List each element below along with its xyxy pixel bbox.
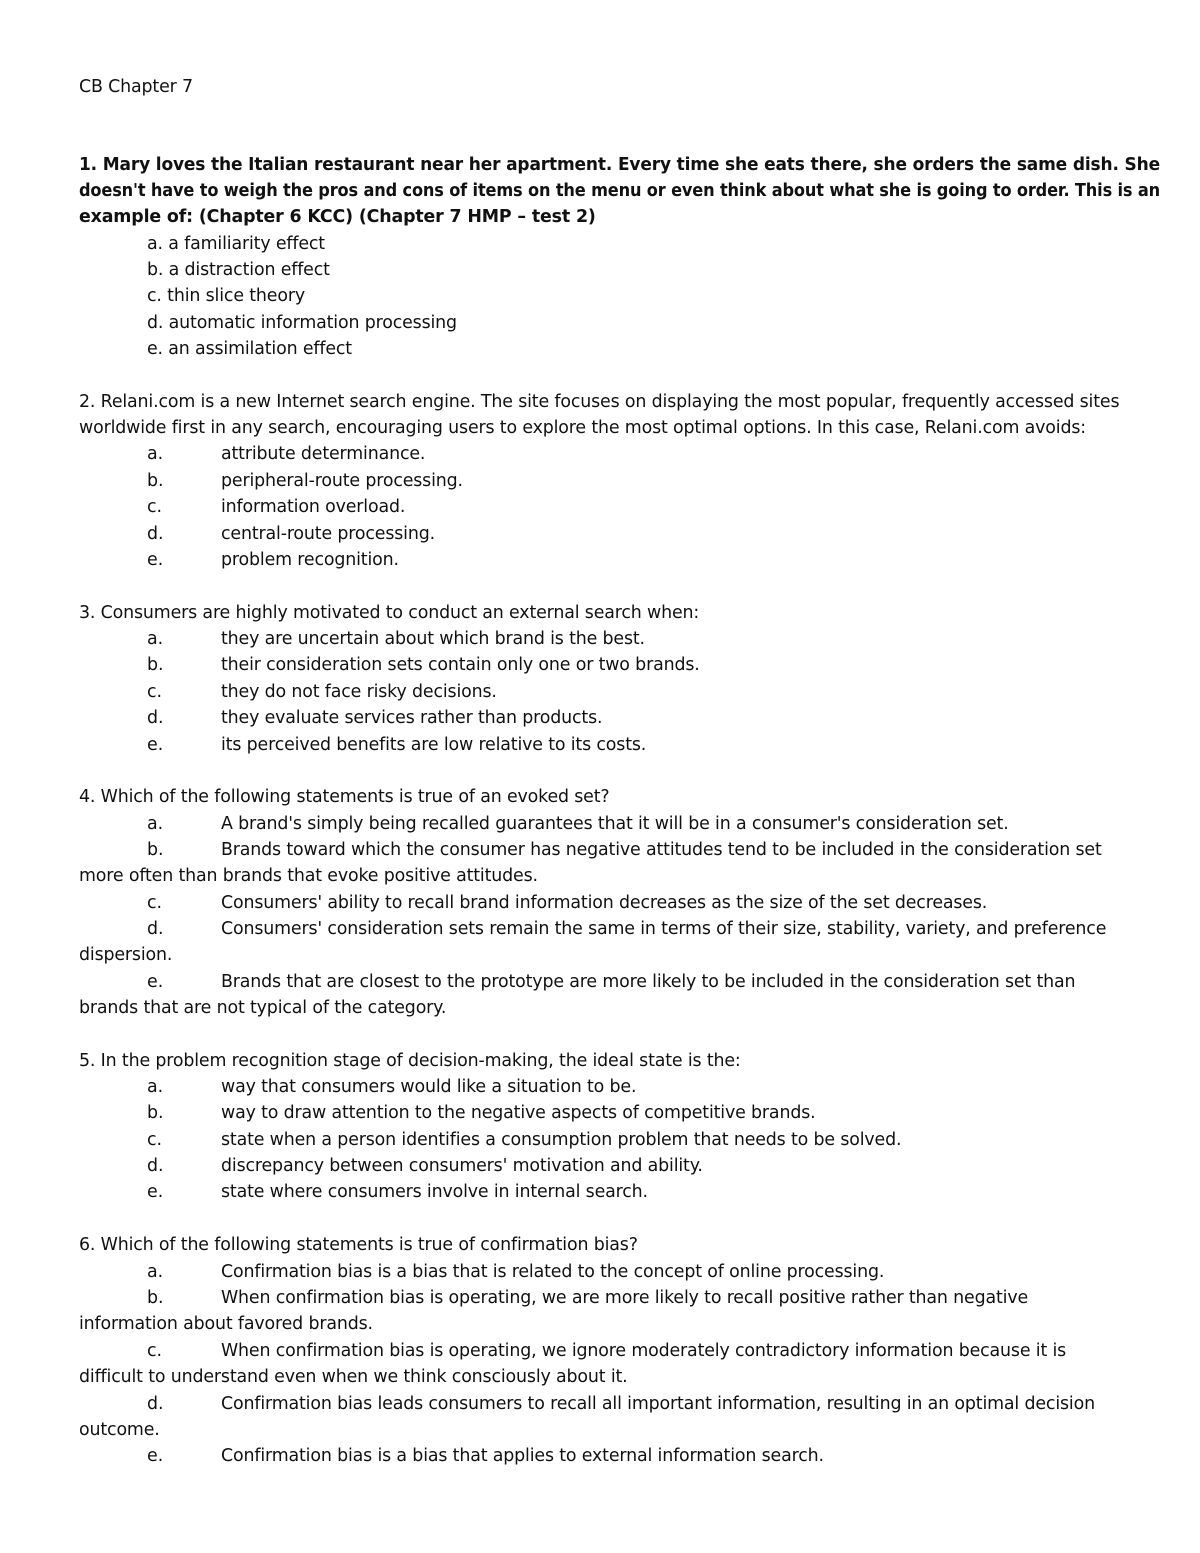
option-letter: c. xyxy=(147,1130,163,1150)
option-letter: d. xyxy=(147,919,164,939)
option-letter: e. xyxy=(147,735,164,755)
answer-option-d-continued: outcome. xyxy=(79,1420,160,1440)
question-stem-line: 5. In the problem recognition stage of decision-making, the ideal state is the: xyxy=(79,1051,741,1071)
answer-option-d: Confirmation bias leads consumers to recall all important information, resulting in an optimal decision xyxy=(221,1394,1095,1414)
answer-option-d-continued: dispersion. xyxy=(79,945,173,965)
option-letter: b. xyxy=(147,1288,164,1308)
answer-option-c-continued: difficult to understand even when we think consciously about it. xyxy=(79,1367,628,1387)
answer-option-e: e. an assimilation effect xyxy=(147,339,352,359)
question-stem-line: doesn't have to weigh the pros and cons of items on the menu or even think about what she is going to order. This is an xyxy=(79,181,1161,201)
answer-option-b: b. a distraction effect xyxy=(147,260,330,280)
answer-option-e: state where consumers involve in internal search. xyxy=(221,1182,648,1202)
option-letter: d. xyxy=(147,524,164,544)
answer-option-a: Confirmation bias is a bias that is related to the concept of online processing. xyxy=(221,1262,885,1282)
answer-option-b-continued: information about favored brands. xyxy=(79,1314,373,1334)
question-stem-line: example of: (Chapter 6 KCC) (Chapter 7 HMP – test 2) xyxy=(79,207,596,227)
option-letter: b. xyxy=(147,471,164,491)
answer-option-d: they evaluate services rather than products. xyxy=(221,708,603,728)
option-letter: a. xyxy=(147,629,164,649)
answer-option-b: Brands toward which the consumer has negative attitudes tend to be included in the consideration set xyxy=(221,840,1102,860)
answer-option-a: they are uncertain about which brand is the best. xyxy=(221,629,645,649)
option-letter: b. xyxy=(147,840,164,860)
option-letter: b. xyxy=(147,655,164,675)
answer-option-d: discrepancy between consumers' motivation and ability. xyxy=(221,1156,703,1176)
option-letter: a. xyxy=(147,444,164,464)
answer-option-c: information overload. xyxy=(221,497,406,517)
answer-option-e: its perceived benefits are low relative to its costs. xyxy=(221,735,647,755)
answer-option-d: Consumers' consideration sets remain the same in terms of their size, stability, variety, and preference xyxy=(221,919,1107,939)
option-letter: d. xyxy=(147,708,164,728)
option-letter: a. xyxy=(147,814,164,834)
option-letter: e. xyxy=(147,550,164,570)
answer-option-e: problem recognition. xyxy=(221,550,399,570)
question-stem-line: 1. Mary loves the Italian restaurant near her apartment. Every time she eats there, she orders the same dish. She xyxy=(79,155,1160,175)
answer-option-c: state when a person identifies a consumption problem that needs to be solved. xyxy=(221,1130,902,1150)
option-letter: e. xyxy=(147,1446,164,1466)
answer-option-a: way that consumers would like a situation to be. xyxy=(221,1077,637,1097)
answer-option-a: attribute determinance. xyxy=(221,444,426,464)
answer-option-b: their consideration sets contain only one or two brands. xyxy=(221,655,700,675)
option-letter: a. xyxy=(147,1262,164,1282)
option-letter: c. xyxy=(147,497,163,517)
option-letter: e. xyxy=(147,972,164,992)
answer-option-a: a. a familiarity effect xyxy=(147,234,325,254)
page-title: CB Chapter 7 xyxy=(79,77,193,97)
answer-option-b-continued: more often than brands that evoke positive attitudes. xyxy=(79,866,538,886)
question-stem-line: 2. Relani.com is a new Internet search engine. The site focuses on displaying the most popular, frequently accessed sites xyxy=(79,392,1120,412)
option-letter: a. xyxy=(147,1077,164,1097)
question-stem-line: 6. Which of the following statements is true of confirmation bias? xyxy=(79,1235,638,1255)
question-stem-line: 3. Consumers are highly motivated to conduct an external search when: xyxy=(79,603,700,623)
answer-option-c: When confirmation bias is operating, we ignore moderately contradictory information because it is xyxy=(221,1341,1067,1361)
option-letter: c. xyxy=(147,682,163,702)
question-stem-line: worldwide first in any search, encouraging users to explore the most optimal options. In this case, Relani.com avoids: xyxy=(79,418,1086,438)
option-letter: d. xyxy=(147,1156,164,1176)
answer-option-a: A brand's simply being recalled guarantees that it will be in a consumer's consideration set. xyxy=(221,814,1009,834)
answer-option-b: peripheral-route processing. xyxy=(221,471,463,491)
answer-option-e: Brands that are closest to the prototype are more likely to be included in the consideration set than xyxy=(221,972,1076,992)
answer-option-c: c. thin slice theory xyxy=(147,286,305,306)
option-letter: d. xyxy=(147,1394,164,1414)
option-letter: b. xyxy=(147,1103,164,1123)
answer-option-e-continued: brands that are not typical of the category. xyxy=(79,998,447,1018)
answer-option-b: When confirmation bias is operating, we are more likely to recall positive rather than negative xyxy=(221,1288,1029,1308)
answer-option-b: way to draw attention to the negative aspects of competitive brands. xyxy=(221,1103,816,1123)
option-letter: e. xyxy=(147,1182,164,1202)
option-letter: c. xyxy=(147,893,163,913)
answer-option-e: Confirmation bias is a bias that applies to external information search. xyxy=(221,1446,824,1466)
answer-option-d: d. automatic information processing xyxy=(147,313,457,333)
option-letter: c. xyxy=(147,1341,163,1361)
answer-option-d: central-route processing. xyxy=(221,524,435,544)
answer-option-c: Consumers' ability to recall brand information decreases as the size of the set decreases. xyxy=(221,893,988,913)
answer-option-c: they do not face risky decisions. xyxy=(221,682,497,702)
question-stem-line: 4. Which of the following statements is true of an evoked set? xyxy=(79,787,610,807)
